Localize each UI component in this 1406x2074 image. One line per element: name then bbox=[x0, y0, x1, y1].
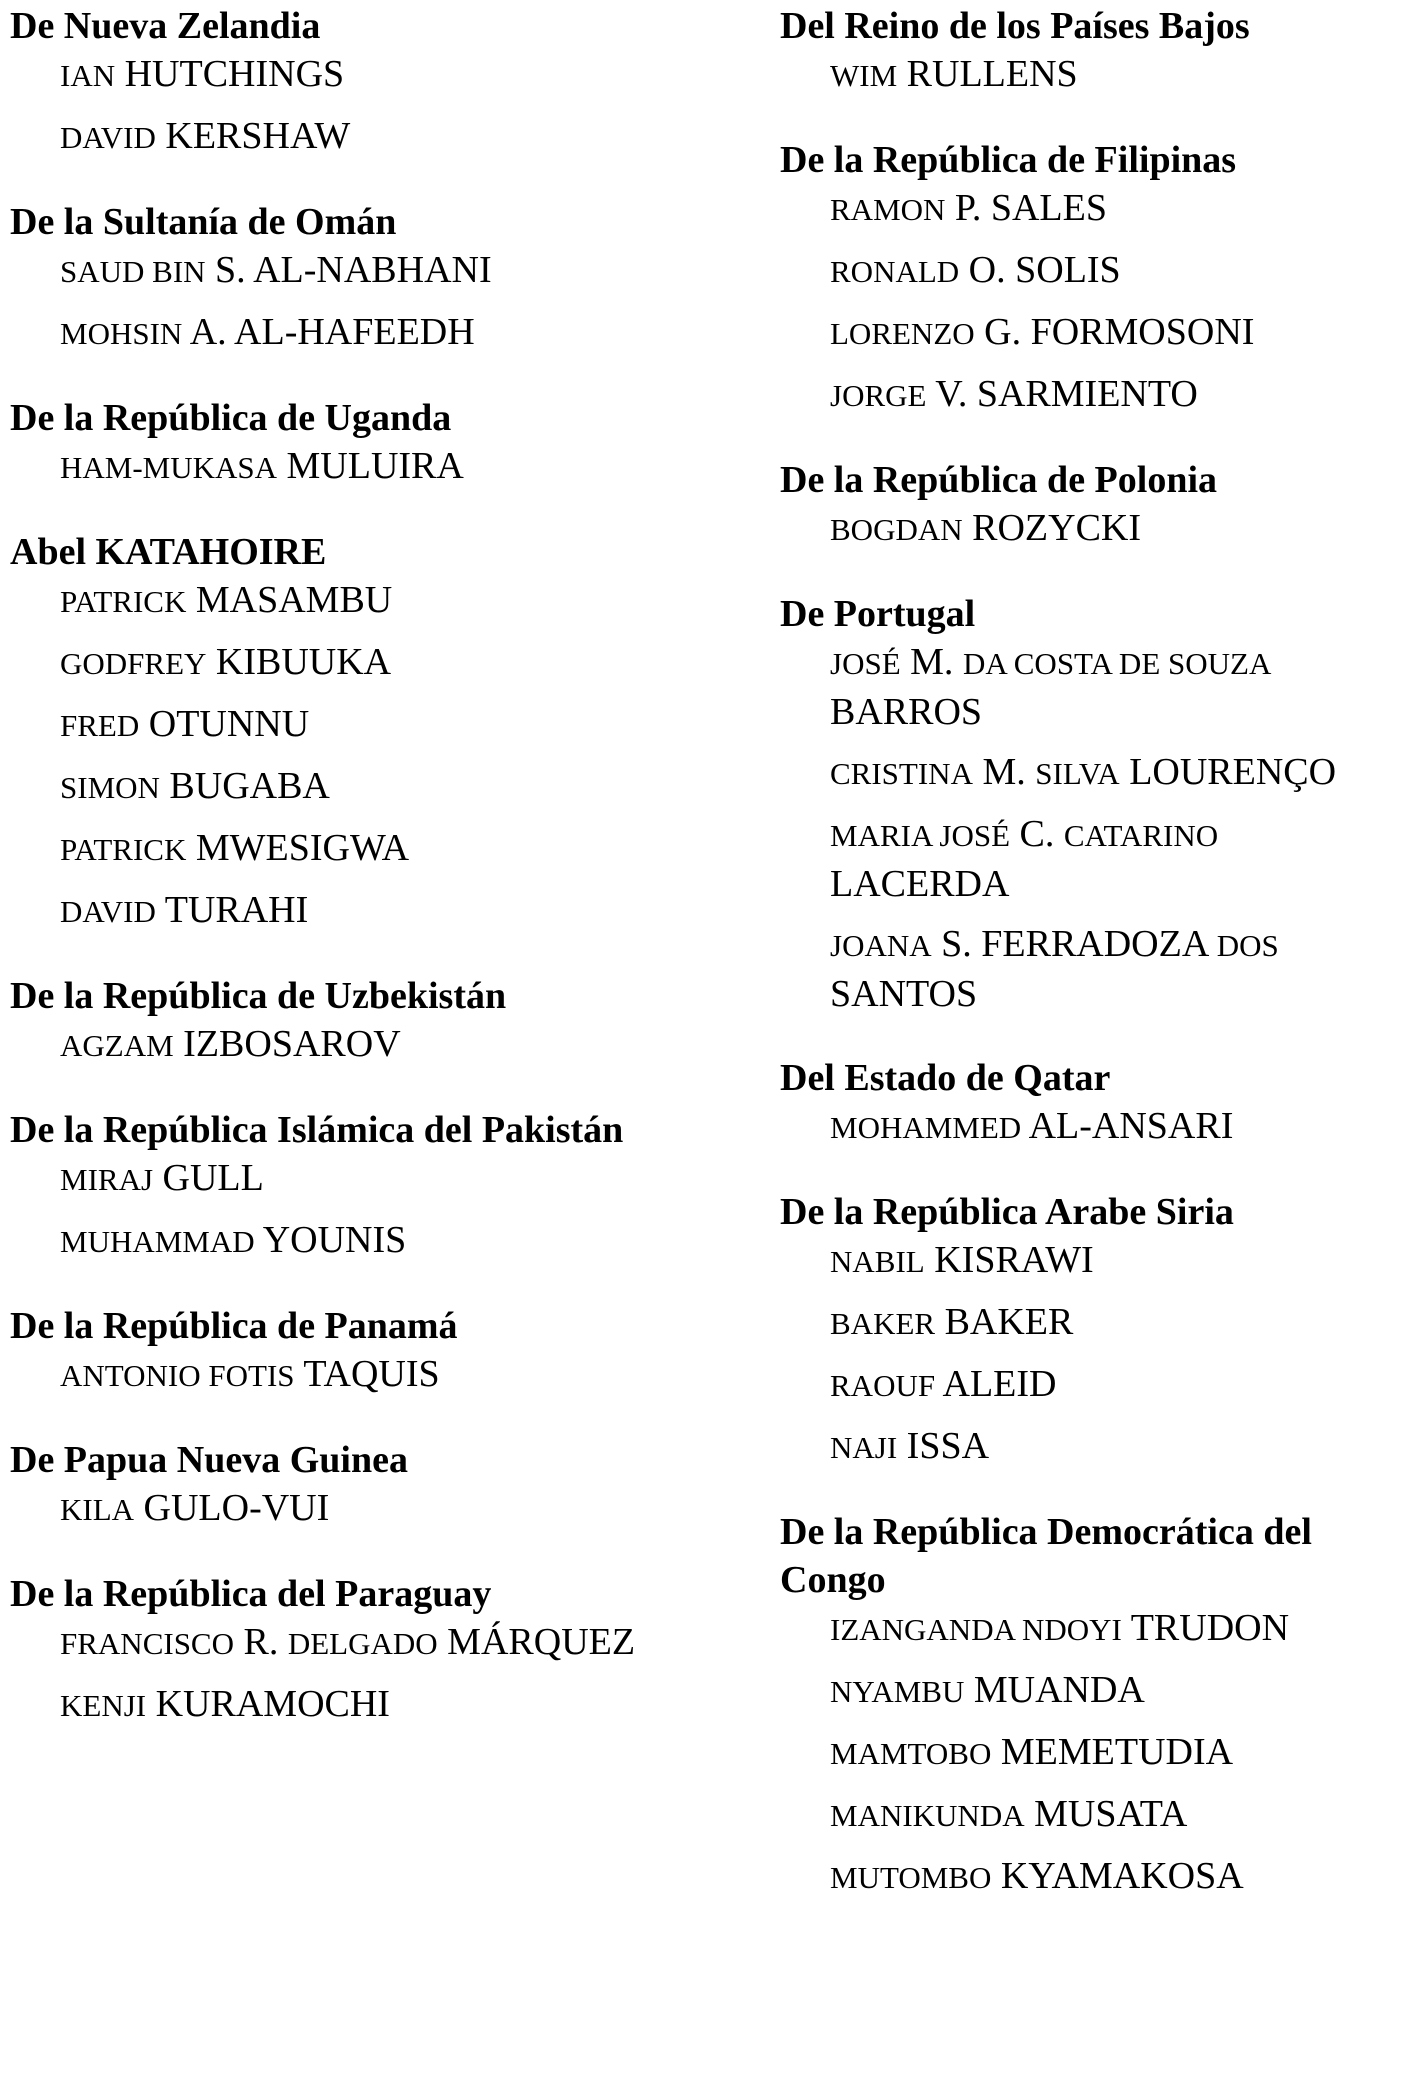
delegation-de-la-republica-de-filipinas bbox=[780, 134, 1400, 420]
given-name-part: SAUD BIN bbox=[60, 254, 206, 289]
given-name-part: BAKER bbox=[830, 1306, 936, 1341]
delegate-name bbox=[60, 1618, 750, 1668]
delegation-de-portugal bbox=[780, 588, 1400, 1018]
surname-part: MUSATA bbox=[1034, 1793, 1188, 1835]
delegate-name bbox=[830, 1852, 1400, 1902]
delegate-name bbox=[60, 1020, 750, 1070]
given-name-part: PATRICK bbox=[60, 584, 187, 619]
surname-part: ISSA bbox=[906, 1425, 990, 1467]
country-heading: De la República Democrática del Congo bbox=[780, 1511, 1312, 1601]
surname-part: R. bbox=[243, 1621, 279, 1663]
delegation-de-la-republica-de-polonia bbox=[780, 454, 1400, 554]
surname-part: KURAMOCHI bbox=[155, 1683, 390, 1725]
surname-part: MÁRQUEZ bbox=[447, 1621, 636, 1663]
given-name-part: KENJI bbox=[60, 1688, 147, 1723]
given-name-part: RONALD bbox=[830, 254, 960, 289]
surname-part: AL-ANSARI bbox=[1028, 1105, 1234, 1147]
country-heading: De la República de Panamá bbox=[10, 1305, 458, 1347]
surname-part: G. FORMOSONI bbox=[984, 311, 1255, 353]
delegate-name bbox=[830, 184, 1400, 234]
given-name-part: KILA bbox=[60, 1492, 135, 1527]
surname-part: S. FERRADOZA bbox=[941, 923, 1208, 965]
surname-part: MASAMBU bbox=[195, 579, 393, 621]
delegate-name bbox=[60, 308, 750, 358]
surname-part: LOURENÇO bbox=[1129, 751, 1337, 793]
given-name-part: JOSÉ bbox=[830, 646, 901, 681]
surname-part: KERSHAW bbox=[165, 115, 351, 157]
delegate-name bbox=[60, 638, 750, 688]
given-name-part: LORENZO bbox=[830, 316, 975, 351]
country-heading: Del Reino de los Países Bajos bbox=[780, 5, 1250, 47]
delegate-name bbox=[60, 886, 750, 936]
given-name-part: IAN bbox=[60, 58, 116, 93]
given-name-part: MOHSIN bbox=[60, 316, 183, 351]
surname-part: ALEID bbox=[942, 1363, 1057, 1405]
delegation-de-la-republica-de-uganda bbox=[10, 392, 750, 492]
surname-part: BARROS bbox=[830, 691, 983, 733]
given-name-part: MARIA JOSÉ bbox=[830, 818, 1011, 853]
given-name-part: DELGADO bbox=[287, 1626, 438, 1661]
country-heading: De la Sultanía de Omán bbox=[10, 201, 397, 243]
delegate-name bbox=[830, 810, 1400, 908]
given-name-part: JORGE bbox=[830, 378, 927, 413]
surname-part: BAKER bbox=[944, 1301, 1074, 1343]
surname-part: MULUIRA bbox=[286, 445, 464, 487]
given-name-part: DOS bbox=[1216, 928, 1279, 963]
surname-part: TRUDON bbox=[1130, 1607, 1290, 1649]
delegate-name bbox=[830, 1360, 1400, 1410]
delegate-name bbox=[830, 308, 1400, 358]
delegate-name bbox=[60, 442, 750, 492]
given-name-part: CRISTINA bbox=[830, 756, 973, 791]
given-name-part: HAM-MUKASA bbox=[60, 450, 278, 485]
given-name-part: MIRAJ bbox=[60, 1162, 154, 1197]
country-heading: De la República Arabe Siria bbox=[780, 1191, 1234, 1233]
given-name-part: PATRICK bbox=[60, 832, 187, 867]
surname-part: YOUNIS bbox=[262, 1219, 407, 1261]
delegate-name bbox=[60, 700, 750, 750]
delegation-de-la-republica-democratica-del-congo bbox=[780, 1506, 1400, 1902]
delegation-de-la-republica-arabe-siria bbox=[780, 1186, 1400, 1472]
delegation-de-nueva-zelandia bbox=[10, 0, 750, 162]
surname-part: S. AL-NABHANI bbox=[215, 249, 492, 291]
surname-part: OTUNNU bbox=[148, 703, 310, 745]
surname-part: SANTOS bbox=[830, 973, 978, 1015]
delegate-name bbox=[830, 1236, 1400, 1286]
country-heading: De la República Islámica del Pakistán bbox=[10, 1109, 624, 1151]
given-name-part: RAMON bbox=[830, 192, 946, 227]
country-heading: Del Estado de Qatar bbox=[780, 1057, 1111, 1099]
delegate-name bbox=[830, 1666, 1400, 1716]
delegate-name bbox=[60, 50, 750, 100]
delegation-de-la-republica-de-uzbekistan bbox=[10, 970, 750, 1070]
surname-part: A. AL-HAFEEDH bbox=[189, 311, 475, 353]
given-name-part: GODFREY bbox=[60, 646, 207, 681]
surname-part: BUGABA bbox=[169, 765, 330, 807]
surname-part: HUTCHINGS bbox=[124, 53, 345, 95]
delegate-name bbox=[60, 762, 750, 812]
delegate-name bbox=[60, 1350, 750, 1400]
delegate-name bbox=[830, 920, 1400, 1018]
surname-part: M. bbox=[982, 751, 1026, 793]
country-heading: De Nueva Zelandia bbox=[10, 5, 321, 47]
delegation-de-la-sultania-de-oman bbox=[10, 196, 750, 358]
surname-part: V. SARMIENTO bbox=[935, 373, 1198, 415]
surname-part: O. SOLIS bbox=[968, 249, 1121, 291]
surname-part: LACERDA bbox=[830, 863, 1010, 905]
delegate-name bbox=[830, 638, 1400, 736]
surname-part: IZBOSAROV bbox=[183, 1023, 401, 1065]
left-column bbox=[10, 0, 750, 1764]
given-name-part: AGZAM bbox=[60, 1028, 174, 1063]
delegation-de-papua-nueva-guinea bbox=[10, 1434, 750, 1534]
given-name-part: NAJI bbox=[830, 1430, 898, 1465]
country-heading: De la República de Uganda bbox=[10, 397, 452, 439]
surname-part: M. bbox=[910, 641, 954, 683]
delegate-name bbox=[830, 1102, 1400, 1152]
surname-part: C. bbox=[1019, 813, 1055, 855]
right-column bbox=[780, 0, 1400, 1936]
delegation-de-la-republica-del-paraguay bbox=[10, 1568, 750, 1730]
given-name-part: SIMON bbox=[60, 770, 160, 805]
country-heading: De Portugal bbox=[780, 593, 976, 635]
given-name-part: DA COSTA DE SOUZA bbox=[962, 646, 1272, 681]
delegate-name bbox=[60, 576, 750, 626]
country-heading: De la República de Uzbekistán bbox=[10, 975, 507, 1017]
given-name-part: MUTOMBO bbox=[830, 1860, 992, 1895]
given-name-part: NABIL bbox=[830, 1244, 925, 1279]
delegate-name bbox=[830, 50, 1400, 100]
surname-part: MEMETUDIA bbox=[1000, 1731, 1234, 1773]
delegate-name bbox=[60, 1484, 750, 1534]
given-name-part: IZANGANDA NDOYI bbox=[830, 1612, 1122, 1647]
surname-part: KIBUUKA bbox=[215, 641, 392, 683]
surname-part: TURAHI bbox=[164, 889, 309, 931]
surname-part: P. SALES bbox=[954, 187, 1107, 229]
given-name-part: RAOUF bbox=[830, 1368, 936, 1403]
delegate-name bbox=[830, 1298, 1400, 1348]
country-heading: De la República del Paraguay bbox=[10, 1573, 492, 1615]
delegate-name bbox=[60, 112, 750, 162]
given-name-part: JOANA bbox=[830, 928, 932, 963]
delegate-name bbox=[830, 1604, 1400, 1654]
given-name-part: MAMTOBO bbox=[830, 1736, 992, 1771]
given-name-part: ANTONIO FOTIS bbox=[60, 1358, 295, 1393]
surname-part: GULL bbox=[162, 1157, 264, 1199]
given-name-part: DAVID bbox=[60, 894, 156, 929]
delegate-name bbox=[830, 1422, 1400, 1472]
given-name-part: SILVA bbox=[1035, 756, 1120, 791]
surname-part: MUANDA bbox=[973, 1669, 1145, 1711]
given-name-part: NYAMBU bbox=[830, 1674, 965, 1709]
delegation-de-la-republica-de-panama bbox=[10, 1300, 750, 1400]
country-heading: De Papua Nueva Guinea bbox=[10, 1439, 408, 1481]
surname-part: MWESIGWA bbox=[195, 827, 410, 869]
delegation-del-reino-de-los-paises-bajos bbox=[780, 0, 1400, 100]
given-name-part: MUHAMMAD bbox=[60, 1224, 255, 1259]
delegation-abel-katahoire bbox=[10, 526, 750, 936]
delegate-name bbox=[60, 1154, 750, 1204]
country-heading: Abel KATAHOIRE bbox=[10, 531, 327, 573]
surname-part: KISRAWI bbox=[934, 1239, 1094, 1281]
given-name-part: DAVID bbox=[60, 120, 156, 155]
delegate-name bbox=[60, 1680, 750, 1730]
country-heading: De la República de Filipinas bbox=[780, 139, 1237, 181]
given-name-part: FRED bbox=[60, 708, 140, 743]
surname-part: TAQUIS bbox=[303, 1353, 440, 1395]
given-name-part: WIM bbox=[830, 58, 898, 93]
surname-part: GULO-VUI bbox=[143, 1487, 330, 1529]
delegate-name bbox=[830, 1728, 1400, 1778]
given-name-part: MANIKUNDA bbox=[830, 1798, 1025, 1833]
delegate-name bbox=[830, 504, 1400, 554]
delegate-name bbox=[60, 1216, 750, 1266]
given-name-part: FRANCISCO bbox=[60, 1626, 234, 1661]
delegate-name bbox=[830, 748, 1400, 798]
delegate-name bbox=[830, 1790, 1400, 1840]
delegate-name bbox=[830, 370, 1400, 420]
surname-part: ROZYCKI bbox=[972, 507, 1142, 549]
country-heading: De la República de Polonia bbox=[780, 459, 1218, 501]
surname-part: RULLENS bbox=[906, 53, 1078, 95]
delegation-de-la-republica-islamica-del-pakistan bbox=[10, 1104, 750, 1266]
surname-part: KYAMAKOSA bbox=[1000, 1855, 1244, 1897]
delegate-name bbox=[60, 246, 750, 296]
given-name-part: MOHAMMED bbox=[830, 1110, 1022, 1145]
given-name-part: BOGDAN bbox=[830, 512, 963, 547]
delegation-del-estado-de-qatar bbox=[780, 1052, 1400, 1152]
given-name-part: CATARINO bbox=[1063, 818, 1219, 853]
delegate-name bbox=[60, 824, 750, 874]
delegate-name bbox=[830, 246, 1400, 296]
